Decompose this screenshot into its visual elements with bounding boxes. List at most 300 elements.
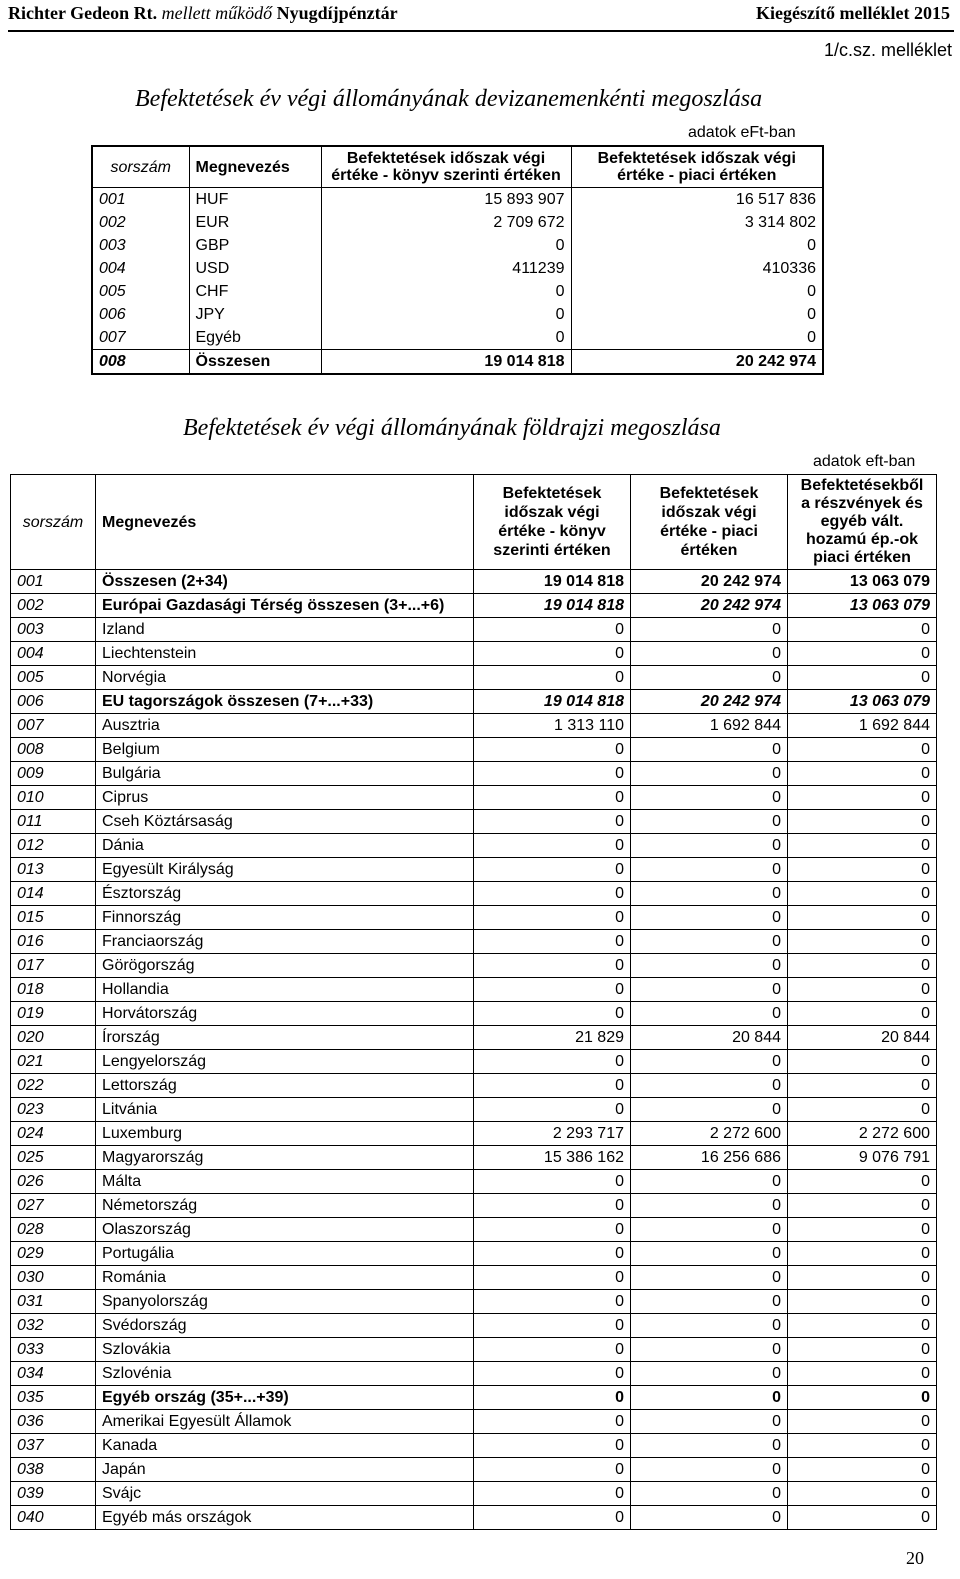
row-book-value: 0 (474, 858, 631, 882)
row-book-value: 0 (474, 1314, 631, 1338)
row-code: 029 (11, 1242, 96, 1266)
row-name: Németország (96, 1194, 474, 1218)
header-left (8, 3, 398, 24)
row-code: 010 (11, 786, 96, 810)
geography-table-header (11, 475, 937, 570)
row-name: Málta (96, 1170, 474, 1194)
row-book-value: 0 (474, 1290, 631, 1314)
table-row (11, 882, 937, 906)
row-book-value: 2 709 672 (321, 211, 571, 234)
row-book-value: 0 (321, 303, 571, 326)
row-code: 033 (11, 1338, 96, 1362)
row-name: Egyéb más országok (96, 1506, 474, 1530)
row-market-value: 0 (631, 1242, 788, 1266)
row-market-value: 0 (631, 666, 788, 690)
row-book-value: 0 (474, 762, 631, 786)
row-shares-value: 0 (788, 762, 937, 786)
row-code: 006 (92, 303, 189, 326)
row-market-value: 0 (631, 1410, 788, 1434)
row-market-value: 0 (631, 1386, 788, 1410)
row-shares-value: 0 (788, 738, 937, 762)
table-row (11, 1386, 937, 1410)
row-code: 005 (92, 280, 189, 303)
row-name: JPY (189, 303, 321, 326)
row-book-value: 19 014 818 (321, 350, 571, 375)
row-market-value: 0 (631, 1218, 788, 1242)
row-book-value: 0 (474, 1218, 631, 1242)
table-row (11, 1410, 937, 1434)
row-name: Spanyolország (96, 1290, 474, 1314)
row-book-value: 0 (474, 1362, 631, 1386)
row-name: Ciprus (96, 786, 474, 810)
table-row (11, 1290, 937, 1314)
row-shares-value: 0 (788, 1290, 937, 1314)
row-shares-value: 9 076 791 (788, 1146, 937, 1170)
row-name: Magyarország (96, 1146, 474, 1170)
row-code: 013 (11, 858, 96, 882)
col-code-header: sorszám (11, 475, 96, 570)
table-row (11, 1146, 937, 1170)
row-market-value: 0 (631, 642, 788, 666)
row-shares-value: 0 (788, 1266, 937, 1290)
row-name: Románia (96, 1266, 474, 1290)
table-row (92, 280, 823, 303)
row-name: Összesen (2+34) (96, 570, 474, 594)
row-shares-value: 0 (788, 1458, 937, 1482)
row-name: EUR (189, 211, 321, 234)
col-book-header: Befektetések időszak végi értéke - könyv szerinti értéken (321, 146, 571, 188)
row-book-value: 0 (474, 834, 631, 858)
row-shares-value: 0 (788, 858, 937, 882)
row-market-value: 0 (631, 1170, 788, 1194)
row-name: Egyesült Királyság (96, 858, 474, 882)
row-market-value: 20 242 974 (631, 570, 788, 594)
row-shares-value: 0 (788, 810, 937, 834)
row-market-value: 0 (631, 834, 788, 858)
row-code: 002 (11, 594, 96, 618)
table-row (11, 978, 937, 1002)
row-name: Európai Gazdasági Térség összesen (3+...+6) (96, 594, 474, 618)
row-market-value: 0 (631, 1050, 788, 1074)
row-shares-value: 0 (788, 978, 937, 1002)
row-name: HUF (189, 188, 321, 212)
row-market-value: 1 692 844 (631, 714, 788, 738)
header-fund: Nyugdíjpénztár (276, 3, 398, 23)
table-row (11, 1050, 937, 1074)
row-code: 018 (11, 978, 96, 1002)
row-book-value: 0 (474, 1194, 631, 1218)
row-market-value: 0 (631, 1434, 788, 1458)
row-market-value: 0 (631, 1458, 788, 1482)
table-row (11, 954, 937, 978)
geography-table (10, 474, 937, 1530)
row-name: Dánia (96, 834, 474, 858)
row-name: Bulgária (96, 762, 474, 786)
row-market-value: 0 (571, 234, 823, 257)
row-market-value: 0 (631, 1338, 788, 1362)
row-market-value: 0 (631, 978, 788, 1002)
row-name: Kanada (96, 1434, 474, 1458)
row-code: 004 (11, 642, 96, 666)
row-code: 022 (11, 1074, 96, 1098)
row-shares-value: 20 844 (788, 1026, 937, 1050)
row-market-value: 0 (631, 858, 788, 882)
row-shares-value: 0 (788, 618, 937, 642)
row-shares-value: 0 (788, 954, 937, 978)
row-shares-value: 0 (788, 1338, 937, 1362)
table-row (11, 1458, 937, 1482)
row-code: 001 (92, 188, 189, 212)
header-org: Richter Gedeon Rt. (8, 3, 158, 23)
row-name: Összesen (189, 350, 321, 375)
table1-unit: adatok eFt-ban (688, 124, 796, 141)
row-book-value: 0 (474, 1050, 631, 1074)
row-book-value: 0 (474, 786, 631, 810)
row-book-value: 15 893 907 (321, 188, 571, 212)
row-market-value: 0 (631, 1098, 788, 1122)
table-row (11, 810, 937, 834)
row-book-value: 0 (474, 1242, 631, 1266)
row-market-value: 2 272 600 (631, 1122, 788, 1146)
page-number: 20 (906, 1548, 924, 1568)
row-book-value: 0 (474, 954, 631, 978)
row-book-value: 1 313 110 (474, 714, 631, 738)
row-shares-value: 0 (788, 1386, 937, 1410)
row-code: 020 (11, 1026, 96, 1050)
row-shares-value: 13 063 079 (788, 594, 937, 618)
row-shares-value: 0 (788, 906, 937, 930)
table-row (92, 234, 823, 257)
row-market-value: 0 (631, 906, 788, 930)
row-market-value: 16 517 836 (571, 188, 823, 212)
row-book-value: 21 829 (474, 1026, 631, 1050)
row-book-value: 411239 (321, 257, 571, 280)
table-row (11, 1266, 937, 1290)
row-code: 015 (11, 906, 96, 930)
table-row (11, 642, 937, 666)
row-name: Horvátország (96, 1002, 474, 1026)
row-market-value: 0 (631, 1506, 788, 1530)
row-code: 008 (11, 738, 96, 762)
row-code: 021 (11, 1050, 96, 1074)
row-market-value: 3 314 802 (571, 211, 823, 234)
row-shares-value: 0 (788, 1362, 937, 1386)
row-name: Japán (96, 1458, 474, 1482)
row-name: Egyéb (189, 326, 321, 350)
row-book-value: 0 (474, 1482, 631, 1506)
row-market-value: 0 (631, 1290, 788, 1314)
row-book-value: 0 (474, 882, 631, 906)
row-shares-value: 0 (788, 1218, 937, 1242)
annex-label: 1/c.sz. melléklet (823, 40, 952, 60)
table-row (11, 1218, 937, 1242)
table-row (92, 350, 823, 375)
row-name: Litvánia (96, 1098, 474, 1122)
row-book-value: 0 (474, 1170, 631, 1194)
row-code: 024 (11, 1122, 96, 1146)
row-shares-value: 0 (788, 1074, 937, 1098)
row-code: 023 (11, 1098, 96, 1122)
table-row (11, 834, 937, 858)
row-book-value: 0 (474, 1386, 631, 1410)
row-shares-value: 0 (788, 1482, 937, 1506)
row-code: 026 (11, 1170, 96, 1194)
row-book-value: 0 (474, 1434, 631, 1458)
row-market-value: 0 (631, 618, 788, 642)
row-book-value: 0 (474, 666, 631, 690)
row-book-value: 0 (474, 738, 631, 762)
row-code: 007 (92, 326, 189, 350)
row-market-value: 0 (631, 954, 788, 978)
row-market-value: 0 (631, 1002, 788, 1026)
document-header (8, 0, 954, 32)
row-code: 031 (11, 1290, 96, 1314)
row-name: Olaszország (96, 1218, 474, 1242)
table-row (11, 1314, 937, 1338)
row-code: 027 (11, 1194, 96, 1218)
row-book-value: 19 014 818 (474, 570, 631, 594)
row-code: 007 (11, 714, 96, 738)
row-name: Cseh Köztársaság (96, 810, 474, 834)
row-shares-value: 0 (788, 930, 937, 954)
row-book-value: 0 (321, 234, 571, 257)
row-code: 037 (11, 1434, 96, 1458)
row-name: Izland (96, 618, 474, 642)
table-row (11, 738, 937, 762)
table-row (11, 1122, 937, 1146)
row-shares-value: 1 692 844 (788, 714, 937, 738)
row-name: Ausztria (96, 714, 474, 738)
row-market-value: 410336 (571, 257, 823, 280)
row-name: Svájc (96, 1482, 474, 1506)
row-name: EU tagországok összesen (7+...+33) (96, 690, 474, 714)
header-org-sub: mellett működő (161, 3, 273, 23)
row-book-value: 0 (474, 1098, 631, 1122)
table-row (11, 1482, 937, 1506)
row-name: Portugália (96, 1242, 474, 1266)
table-row (11, 690, 937, 714)
row-shares-value: 0 (788, 882, 937, 906)
row-name: Írország (96, 1026, 474, 1050)
table-row (11, 1002, 937, 1026)
row-book-value: 0 (474, 1074, 631, 1098)
row-code: 011 (11, 810, 96, 834)
row-code: 025 (11, 1146, 96, 1170)
row-market-value: 0 (631, 1314, 788, 1338)
table-row (11, 1026, 937, 1050)
row-name: USD (189, 257, 321, 280)
row-book-value: 0 (474, 618, 631, 642)
row-name: Belgium (96, 738, 474, 762)
row-book-value: 2 293 717 (474, 1122, 631, 1146)
col-code-header: sorszám (92, 146, 189, 188)
row-market-value: 0 (631, 1194, 788, 1218)
row-code: 003 (11, 618, 96, 642)
row-name: Norvégia (96, 666, 474, 690)
row-name: Amerikai Egyesült Államok (96, 1410, 474, 1434)
row-code: 039 (11, 1482, 96, 1506)
row-book-value: 0 (474, 1458, 631, 1482)
col-book-header: Befektetések időszak végi értéke - könyv szerinti értéken (474, 475, 631, 570)
row-code: 032 (11, 1314, 96, 1338)
row-shares-value: 0 (788, 1410, 937, 1434)
table2-unit: adatok eft-ban (813, 453, 916, 470)
table-row (11, 594, 937, 618)
row-book-value: 0 (474, 1506, 631, 1530)
table-row (11, 618, 937, 642)
row-shares-value: 0 (788, 1002, 937, 1026)
row-code: 004 (92, 257, 189, 280)
row-shares-value: 0 (788, 1314, 937, 1338)
row-book-value: 0 (321, 280, 571, 303)
row-name: GBP (189, 234, 321, 257)
row-code: 017 (11, 954, 96, 978)
row-shares-value: 13 063 079 (788, 690, 937, 714)
row-market-value: 20 242 974 (631, 690, 788, 714)
row-code: 034 (11, 1362, 96, 1386)
row-market-value: 0 (631, 930, 788, 954)
row-name: Szlovákia (96, 1338, 474, 1362)
row-shares-value: 2 272 600 (788, 1122, 937, 1146)
table-row (11, 1434, 937, 1458)
row-shares-value: 0 (788, 1506, 937, 1530)
currency-table (91, 145, 824, 375)
row-market-value: 0 (571, 280, 823, 303)
row-book-value: 0 (474, 1338, 631, 1362)
row-name: Finnország (96, 906, 474, 930)
table-row (11, 1170, 937, 1194)
table-row (11, 570, 937, 594)
table-row (11, 1194, 937, 1218)
table-row (11, 1074, 937, 1098)
table-row (11, 906, 937, 930)
row-market-value: 0 (631, 1362, 788, 1386)
row-name: Luxemburg (96, 1122, 474, 1146)
row-market-value: 20 242 974 (571, 350, 823, 375)
table-row (11, 786, 937, 810)
row-shares-value: 0 (788, 642, 937, 666)
table-row (92, 326, 823, 350)
row-book-value: 19 014 818 (474, 594, 631, 618)
row-market-value: 0 (571, 326, 823, 350)
row-code: 019 (11, 1002, 96, 1026)
row-market-value: 16 256 686 (631, 1146, 788, 1170)
col-name-header: Megnevezés (96, 475, 474, 570)
row-book-value: 15 386 162 (474, 1146, 631, 1170)
table-row (11, 714, 937, 738)
row-shares-value: 13 063 079 (788, 570, 937, 594)
table-row (92, 188, 823, 212)
row-code: 014 (11, 882, 96, 906)
row-book-value: 0 (474, 1410, 631, 1434)
row-market-value: 0 (631, 762, 788, 786)
row-name: Szlovénia (96, 1362, 474, 1386)
table-row (11, 1338, 937, 1362)
row-shares-value: 0 (788, 834, 937, 858)
row-code: 036 (11, 1410, 96, 1434)
row-market-value: 0 (631, 882, 788, 906)
row-name: Franciaország (96, 930, 474, 954)
row-book-value: 0 (474, 810, 631, 834)
row-market-value: 0 (631, 1482, 788, 1506)
row-market-value: 0 (631, 738, 788, 762)
table-row (92, 211, 823, 234)
table-row (11, 858, 937, 882)
row-book-value: 0 (474, 642, 631, 666)
row-name: Görögország (96, 954, 474, 978)
row-book-value: 0 (474, 978, 631, 1002)
row-book-value: 19 014 818 (474, 690, 631, 714)
table-row (11, 1506, 937, 1530)
row-code: 006 (11, 690, 96, 714)
row-code: 028 (11, 1218, 96, 1242)
table-row (11, 930, 937, 954)
row-market-value: 0 (571, 303, 823, 326)
row-code: 003 (92, 234, 189, 257)
row-shares-value: 0 (788, 1098, 937, 1122)
row-market-value: 0 (631, 810, 788, 834)
row-code: 035 (11, 1386, 96, 1410)
table1-title: Befektetések év végi állományának devizanemenkénti megoszlása (135, 86, 763, 112)
col-market-header: Befektetések időszak végi értéke - piaci értéken (571, 146, 823, 188)
row-book-value: 0 (321, 326, 571, 350)
table-row (11, 1242, 937, 1266)
row-shares-value: 0 (788, 1170, 937, 1194)
row-code: 012 (11, 834, 96, 858)
row-code: 038 (11, 1458, 96, 1482)
row-book-value: 0 (474, 930, 631, 954)
row-code: 002 (92, 211, 189, 234)
row-shares-value: 0 (788, 666, 937, 690)
table2-title: Befektetések év végi állományának földrajzi megoszlása (183, 415, 721, 441)
row-book-value: 0 (474, 1002, 631, 1026)
row-code: 030 (11, 1266, 96, 1290)
table-row (11, 666, 937, 690)
table-row (11, 762, 937, 786)
row-shares-value: 0 (788, 786, 937, 810)
table-row (11, 1362, 937, 1386)
row-name: Hollandia (96, 978, 474, 1002)
row-code: 001 (11, 570, 96, 594)
row-code: 009 (11, 762, 96, 786)
row-name: Liechtenstein (96, 642, 474, 666)
row-market-value: 0 (631, 786, 788, 810)
header-doc-title: Kiegészítő melléklet 2015 (756, 3, 950, 23)
row-code: 016 (11, 930, 96, 954)
table-row (92, 257, 823, 280)
row-market-value: 0 (631, 1074, 788, 1098)
row-name: Svédország (96, 1314, 474, 1338)
row-name: Lengyelország (96, 1050, 474, 1074)
row-shares-value: 0 (788, 1242, 937, 1266)
row-name: Lettország (96, 1074, 474, 1098)
row-code: 005 (11, 666, 96, 690)
row-book-value: 0 (474, 906, 631, 930)
currency-table-header (92, 146, 823, 188)
row-shares-value: 0 (788, 1194, 937, 1218)
table-row (11, 1098, 937, 1122)
col-name-header: Megnevezés (189, 146, 321, 188)
row-name: Észtország (96, 882, 474, 906)
row-name: Egyéb ország (35+...+39) (96, 1386, 474, 1410)
row-market-value: 20 844 (631, 1026, 788, 1050)
col-shares-header: Befektetésekből a részvények és egyéb vált. hozamú ép.-ok piaci értéken (788, 475, 937, 570)
row-market-value: 0 (631, 1266, 788, 1290)
row-market-value: 20 242 974 (631, 594, 788, 618)
row-code: 008 (92, 350, 189, 375)
col-market-header: Befektetések időszak végi értéke - piaci értéken (631, 475, 788, 570)
row-name: CHF (189, 280, 321, 303)
